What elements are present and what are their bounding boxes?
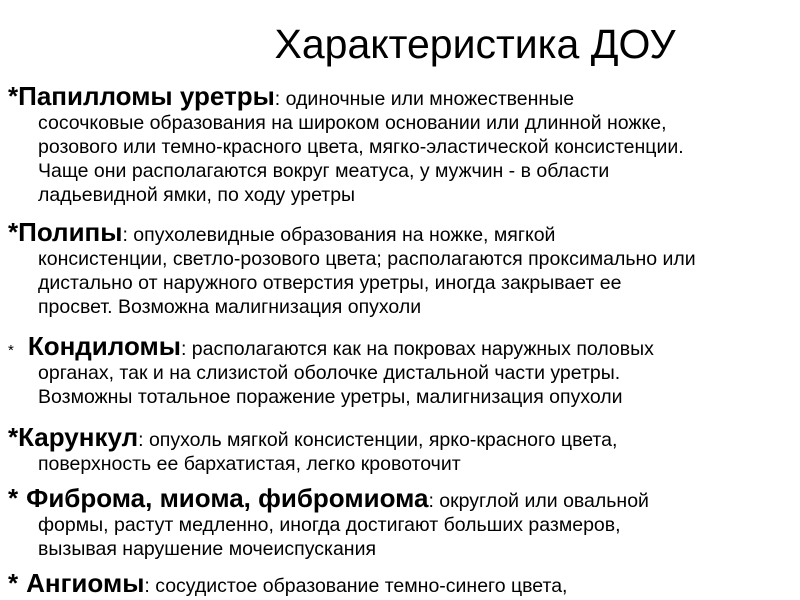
item-description-line: дистально от наружного отверстия уретры, иногда закрывает ее: [38, 272, 622, 294]
item-description-line: Чаще они располагаются вокруг меатуса, у мужчин - в области: [38, 160, 610, 182]
item-description: округлой или овальной: [433, 490, 649, 512]
item-description-line: формы, растут медленно, иногда достигают больших размеров,: [38, 514, 621, 536]
list-item-condylomas: [8, 331, 798, 409]
bullet-asterisk: *: [8, 217, 19, 247]
list-item-caruncle: [8, 422, 798, 476]
item-term: Ангиомы: [26, 568, 145, 598]
item-first-line: [8, 483, 798, 513]
item-description: сосудистое образование темно-синего цвета,: [149, 575, 568, 597]
list-item-angiomas: [8, 568, 798, 598]
item-description-line: вызывая нарушение мочеиспускания: [38, 538, 377, 560]
list-item-papillomas: [8, 81, 798, 207]
item-description: одиночные или множественные: [280, 88, 575, 110]
item-term: Полипы: [18, 217, 123, 247]
item-description: располагаются как на покровах наружных половых: [186, 338, 654, 360]
item-description-line: розового или темно-красного цвета, мягко-эластической консистенции.: [38, 136, 684, 158]
item-description-line: сосочковые образования на широком основании или длинной ножке,: [38, 112, 667, 134]
item-first-line: [8, 568, 798, 598]
item-description-line: поверхность ее бархатистая, легко кровоточит: [38, 453, 461, 475]
bullet-asterisk: *: [8, 342, 14, 359]
item-colon: :: [122, 224, 128, 246]
item-colon: :: [138, 429, 144, 451]
item-description: опухолевидные образования на ножке, мягкой: [127, 224, 556, 246]
item-term: Папилломы уретры: [18, 81, 275, 111]
item-description: опухоль мягкой консистенции, ярко-красного цвета,: [143, 429, 618, 451]
item-description-line: консистенции, светло-розового цвета; располагаются проксимально или: [38, 248, 696, 270]
item-term: Карункул: [18, 422, 139, 452]
item-term: Фиброма, миома, фибромиома: [26, 483, 429, 513]
bullet-asterisk: *: [8, 568, 19, 598]
list-item-polyps: [8, 217, 798, 319]
item-first-line: [8, 217, 798, 247]
item-colon: :: [428, 490, 434, 512]
item-description-line: просвет. Возможна малигнизация опухоли: [38, 296, 422, 318]
item-colon: :: [180, 338, 187, 360]
item-description-line: органах, так и на слизистой оболочке дистальной части уретры.: [38, 362, 621, 384]
item-first-line: [8, 331, 798, 361]
item-first-line: [8, 422, 798, 452]
item-description-line: Возможны тотальное поражение уретры, малигнизация опухоли: [38, 386, 623, 408]
item-colon: :: [274, 88, 281, 110]
bullet-asterisk: *: [8, 422, 19, 452]
bullet-asterisk: *: [8, 81, 19, 111]
item-description-line: ладьевидной ямки, по ходу уретры: [38, 184, 356, 206]
bullet-asterisk: *: [8, 483, 19, 513]
item-term: Кондиломы: [27, 331, 181, 361]
slide-title: Характеристика ДОУ: [274, 21, 676, 67]
list-item-fibroma: [8, 483, 798, 561]
item-first-line: [8, 81, 798, 111]
item-colon: :: [144, 575, 150, 597]
